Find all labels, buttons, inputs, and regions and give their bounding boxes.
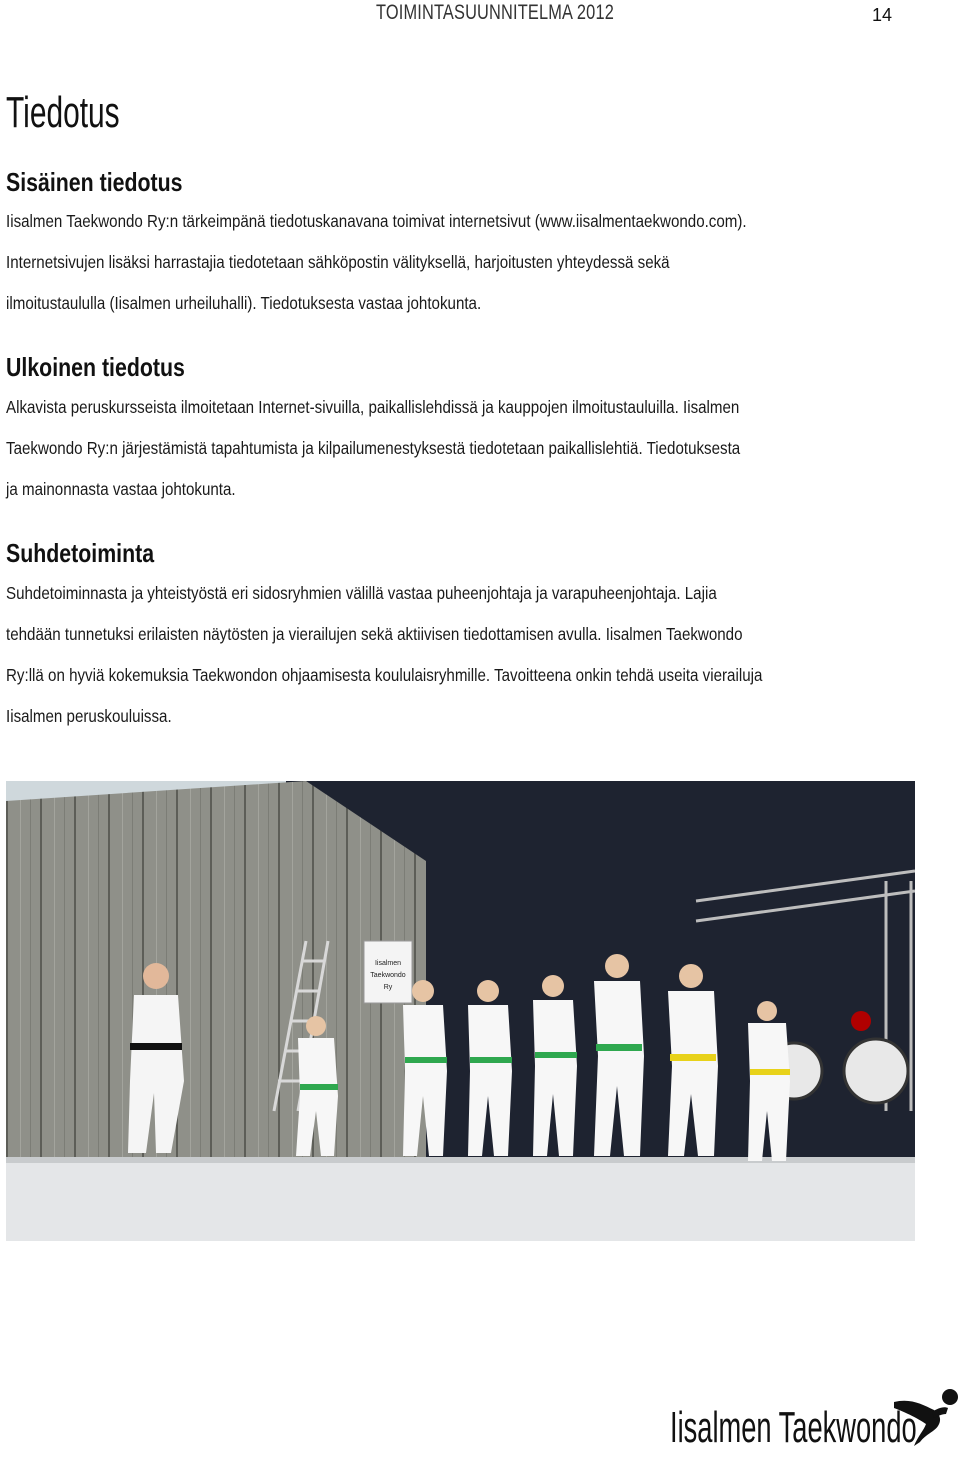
text-line: Iisalmen peruskouluissa. [6, 706, 172, 726]
taekwondo-demo-photo [6, 781, 915, 1241]
section-body-internal [6, 210, 918, 333]
club-logo [670, 1388, 960, 1454]
text-line: tehdään tunnetuksi erilaisten näytösten ja vierailujen sekä aktiivisen tiedottamisen avulla. Iisalmen Taekwondo [6, 624, 743, 644]
logo-text: Iisalmen Taekwondo [670, 1403, 917, 1452]
text-line: ja mainonnasta vastaa johtokunta. [6, 479, 236, 499]
text-line: Iisalmen Taekwondo Ry:n tärkeimpänä tiedotuskanavana toimivat internetsivut (www.iisalmentaekwondo.com). [6, 211, 747, 231]
section-body-external [6, 396, 918, 519]
page-title: Tiedotus [6, 88, 120, 137]
section-heading-external: Ulkoinen tiedotus [6, 352, 185, 382]
sign-text: Taekwondo [370, 972, 406, 979]
text-line: Internetsivujen lisäksi harrastajia tiedotetaan sähköpostin välityksellä, harjoitusten yhteydessä sekä [6, 252, 670, 272]
section-heading-internal: Sisäinen tiedotus [6, 167, 183, 197]
sign-text: Iisalmen [374, 960, 402, 967]
page-number: 14 [872, 5, 893, 25]
text-line: Ry:llä on hyviä kokemuksia Taekwondon ohjaamisesta koululaisryhmille. Tavoitteena onkin tehdä useita vierailuja [6, 665, 763, 685]
section-body-relations [6, 582, 918, 746]
running-header: TOIMINTASUUNNITELMA 2012 [376, 1, 614, 24]
text-line: Taekwondo Ry:n järjestämistä tapahtumista ja kilpailumenestyksestä tiedotetaan paikallislehtiä. Tiedotuksesta [6, 438, 741, 458]
section-heading-relations: Suhdetoiminta [6, 538, 155, 568]
text-line: ilmoitustaululla (Iisalmen urheiluhalli). Tiedotuksesta vastaa johtokunta. [6, 293, 482, 313]
text-line: Suhdetoiminnasta ja yhteistyöstä eri sidosryhmien välillä vastaa puheenjohtaja ja varapuheenjohtaja. Lajia [6, 583, 717, 603]
text-line: Alkavista peruskursseista ilmoitetaan Internet-sivuilla, paikallislehdissä ja kauppojen ilmoitustauluilla. Iisalmen [6, 397, 740, 417]
taekwondo-kicker-icon [892, 1388, 960, 1448]
sign-text: Ry [383, 984, 393, 991]
